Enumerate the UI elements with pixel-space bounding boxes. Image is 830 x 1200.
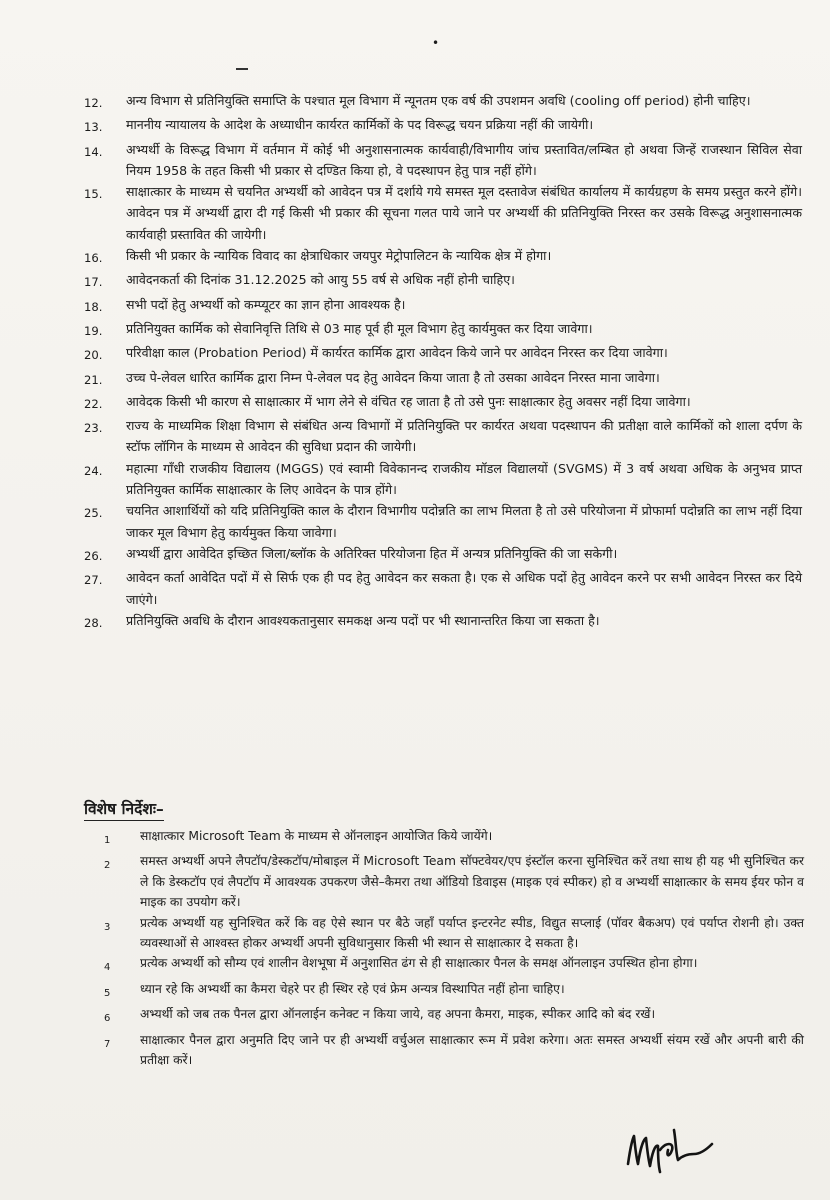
instruction-item (104, 826, 804, 851)
instruction-item (104, 851, 804, 912)
item-number: 15. (84, 187, 103, 202)
condition-item (84, 90, 802, 114)
item-number: 27. (84, 573, 103, 588)
item-number: 16. (84, 251, 103, 266)
item-number: 2 (104, 860, 111, 872)
condition-item (84, 367, 802, 391)
instruction-item (104, 1004, 804, 1029)
condition-item (84, 114, 802, 138)
item-text: चयनित आशार्थियों को यदि प्रतिनियुक्ति काल के दौरान विभागीय पदोन्नति का लाभ मिलता है तो उसे परियोजना में प्रोफार्मा पदोन्नति का लाभ नहीं दिया जाकर मूल विभाग हेतु कार्यमुक्त किया जावेगा। (126, 503, 802, 540)
condition-item (84, 391, 802, 415)
item-text: महात्मा गाँधी राजकीय विद्यालय (MGGS) एवं स्वामी विवेकानन्द राजकीय मॉडल विद्यालयों (SVGMS) में 3 वर्ष अथवा अधिक के अनुभव प्राप्त प्रतिनियुक्त कार्मिक साक्षात्कार के लिए आवेदन के पात्र होंगे। (126, 460, 802, 498)
condition-item (84, 415, 802, 458)
condition-item (84, 342, 802, 366)
item-number: 19. (84, 323, 103, 338)
item-number: 18. (84, 299, 103, 314)
item-text: प्रत्येक अभ्यर्थी यह सुनिश्चित करें कि वह ऐसे स्थान पर बैठे जहाँ पर्याप्त इन्टरनेट स्पीड, विद्युत सप्लाई (पॉवर बैकअप) एवं पर्याप्त रोशनी हो। उक्त व्यवस्थाओं से आश्वस्त होकर अभ्यर्थी अपनी सुविधानुसार किसी भी स्थान से साक्षात्कार दे सकता है। (140, 915, 804, 951)
signature (622, 1120, 718, 1176)
item-number: 23. (84, 421, 103, 436)
item-text: आवेदक किसी भी कारण से साक्षात्कार में भाग लेने से वंचित रह जाता है तो उसे पुनः साक्षात्कार हेतु अवसर नहीं दिया जावेगा। (126, 393, 691, 409)
item-number: 22. (84, 396, 103, 411)
item-text: सभी पदों हेतु अभ्यर्थी को कम्प्यूटर का ज्ञान होना आवश्यक है। (126, 296, 406, 312)
item-text: आवेदन कर्ता आवेदित पदों में से सिर्फ एक ही पद हेतु आवेदन कर सकता है। एक से अधिक पदों हेतु आवेदन करने पर सभी आवेदन निरस्त कर दिये जाएंगे। (126, 570, 802, 607)
item-number: 3 (104, 921, 111, 933)
condition-item (84, 245, 802, 269)
item-number: 1 (104, 835, 111, 846)
item-number: 21. (84, 372, 103, 387)
item-number: 24. (84, 463, 103, 478)
condition-item (84, 318, 802, 342)
item-text: प्रतिनियुक्ति अवधि के दौरान आवश्यकतानुसार समकक्ष अन्य पदों पर भी स्थानान्तरित किया जा सकता है। (126, 612, 600, 628)
condition-item (84, 181, 802, 245)
item-number: 28. (84, 615, 103, 630)
condition-item (84, 567, 802, 610)
item-text: साक्षात्कार पैनल द्वारा अनुमति दिए जाने पर ही अभ्यर्थी वर्चुअल साक्षात्कार रूम में प्रवेश करेगा। अतः समस्त अभ्यर्थी संयम रखें और अपनी बारी की प्रतीक्षा करें। (140, 1032, 804, 1068)
item-number: 5 (104, 987, 111, 999)
special-instructions-list (104, 826, 804, 1070)
item-text: प्रत्येक अभ्यर्थी को सौम्य एवं शालीन वेशभूषा में अनुशासित ढंग से ही साक्षात्कार पैनल के समक्ष ऑनलाइन उपस्थित होना होगा। (140, 956, 698, 971)
conditions-list (84, 90, 802, 634)
instruction-item (104, 1030, 804, 1071)
page-mark: • (432, 36, 440, 50)
item-text: अभ्यर्थी को जब तक पैनल द्वारा ऑनलाईन कनेक्ट न किया जाये, वह अपना कैमरा, माइक, स्पीकर आदि को बंद रखें। (140, 1007, 656, 1022)
item-number: 6 (104, 1013, 111, 1025)
item-number: 26. (84, 548, 103, 563)
item-number: 17. (84, 275, 103, 290)
item-text: अन्य विभाग से प्रतिनियुक्ति समाप्ति के पश्चात मूल विभाग में न्यूनतम एक वर्ष की उपशमन अवधि (cooling off period) होनी चाहिए। (126, 93, 751, 108)
condition-item (84, 458, 802, 501)
condition-item (84, 500, 802, 543)
condition-item (84, 294, 802, 318)
condition-item (84, 610, 802, 634)
item-number: 12. (84, 96, 103, 110)
item-text: ध्यान रहे कि अभ्यर्थी का कैमरा चेहरे पर ही स्थिर रहे एवं फ्रेम अन्यत्र विस्थापित नहीं होना चाहिए। (140, 981, 565, 996)
item-text: उच्च पे-लेवल धारित कार्मिक द्वारा निम्न पे-लेवल पद हेतु आवेदन किया जाता है तो उसका आवेदन निरस्त माना जावेगा। (126, 369, 660, 385)
item-number: 25. (84, 506, 103, 521)
instruction-item (104, 913, 804, 954)
item-number: 13. (84, 120, 103, 135)
item-text: समस्त अभ्यर्थी अपने लैपटॉप/डेस्कटॉप/मोबाइल में Microsoft Team सॉफ्टवेयर/एप इंस्टॉल करना सुनिश्चित करें तथा साथ ही यह भी सुनिश्चित कर ले कि डेस्कटॉप एवं लैपटॉप में आवश्यक उपकरण जैसे–कैमरा तथा ऑडियो डिवाइस (माइक एवं स्पीकर) हो व अभ्यर्थी साक्षात्कार के समय ईयर फोन व माइक का उपयोग करें। (140, 854, 804, 910)
item-text: प्रतिनियुक्त कार्मिक को सेवानिवृत्ति तिथि से 03 माह पूर्व ही मूल विभाग हेतु कार्यमुक्त कर दिया जावेगा। (126, 320, 593, 336)
item-number: 20. (84, 348, 103, 363)
item-text: अभ्यर्थी के विरूद्ध विभाग में वर्तमान में कोई भी अनुशासनात्मक कार्यवाही/विभागीय जांच प्रस्तावित/लम्बित हो अथवा जिन्हें राजस्थान सिविल सेवा नियम 1958 के तहत किसी भी प्रकार से दण्डित किया हो, वे पदस्थापन हेतु पात्र नहीं होंगे। (126, 141, 802, 178)
item-text: साक्षात्कार Microsoft Team के माध्यम से ऑनलाइन आयोजित किये जायेंगे। (140, 829, 493, 843)
special-instructions-heading: विशेष निर्देशः– (84, 797, 164, 821)
item-text: किसी भी प्रकार के न्यायिक विवाद का क्षेत्राधिकार जयपुर मेट्रोपालिटन के न्यायिक क्षेत्र में होगा। (126, 248, 552, 264)
instruction-item (104, 979, 804, 1004)
item-text: माननीय न्यायालय के आदेश के अध्याधीन कार्यरत कार्मिकों के पद विरूद्ध चयन प्रक्रिया नहीं की जायेगी। (126, 117, 594, 133)
condition-item (84, 139, 802, 182)
condition-item (84, 269, 802, 293)
item-number: 14. (84, 144, 103, 159)
condition-item (84, 543, 802, 567)
item-text: राज्य के माध्यमिक शिक्षा विभाग से संबंधित अन्य विभागों में प्रतिनियुक्ति पर कार्यरत अथवा पदस्थापन की प्रतीक्षा वाले कार्मिकों को शाला दर्पण के स्टॉफ लॉगिन के माध्यम से आवेदन की सुविधा प्रदान की जायेगी। (126, 418, 802, 455)
item-text: आवेदनकर्ता की दिनांक 31.12.2025 को आयु 55 वर्ष से अधिक नहीं होनी चाहिए। (126, 272, 515, 288)
item-number: 4 (104, 962, 111, 974)
item-number: 7 (104, 1038, 111, 1050)
item-text: साक्षात्कार के माध्यम से चयनित अभ्यर्थी को आवेदन पत्र में दर्शाये गये समस्त मूल दस्तावेज संबंधित कार्यालय में कार्यग्रहण के समय प्रस्तुत करने होंगे। आवेदन पत्र में अभ्यर्थी द्वारा दी गई किसी भी प्रकार की सूचना गलत पाये जाने पर अभ्यर्थी की प्रतिनियुक्ति निरस्त कर उसके विरूद्ध अनुशासनात्मक कार्यवाही प्रस्तावित की जायेगी। (126, 184, 802, 242)
item-text: अभ्यर्थी द्वारा आवेदित इच्छित जिला/ब्लॉक के अतिरिक्त परियोजना हित में अन्यत्र प्रतिनियुक्ति की जा सकेगी। (126, 545, 618, 561)
instruction-item (104, 953, 804, 978)
page-dash (236, 68, 248, 70)
item-text: परिवीक्षा काल (Probation Period) में कार्यरत कार्मिक द्वारा आवेदन किये जाने पर आवेदन निरस्त कर दिया जावेगा। (126, 345, 668, 361)
